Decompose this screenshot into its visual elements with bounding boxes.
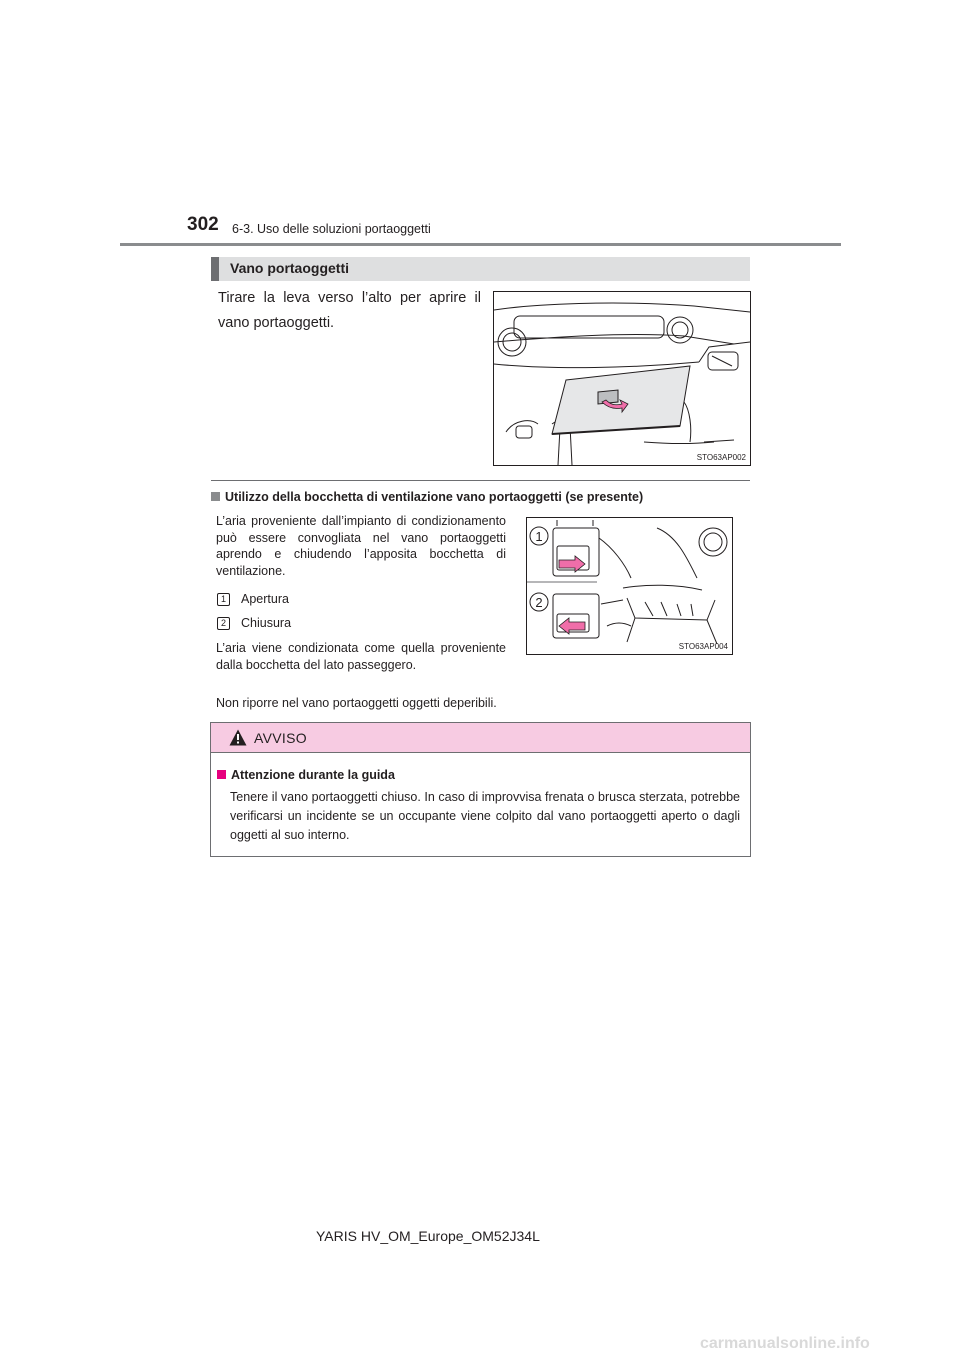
warning-triangle-icon xyxy=(229,729,247,746)
callout-number: 1 xyxy=(535,529,543,544)
figure-code: STO63AP002 xyxy=(696,453,746,462)
section-title: Vano portaoggetti xyxy=(230,260,349,276)
footer-model: YARIS HV_OM_Europe_OM52J34L xyxy=(316,1228,540,1244)
section-title-bar xyxy=(211,257,750,281)
intro-paragraph: Tirare la leva verso l’alto per aprire il vano portaoggetti. xyxy=(218,290,481,331)
vent-figure xyxy=(526,517,733,655)
header-rule xyxy=(120,243,841,246)
step-label: Chiusura xyxy=(241,616,292,630)
step-number: 2 xyxy=(217,617,230,630)
subsection-heading xyxy=(211,490,643,504)
step-label: Apertura xyxy=(241,592,289,606)
section-accent xyxy=(211,257,219,281)
watermark: carmanualsonline.info xyxy=(700,1335,870,1352)
callout-number: 2 xyxy=(535,595,543,610)
vent-paragraph: L’aria proveniente dall’impianto di condizionamento può essere convogliata nel vano portaoggetti aprendo e chiudendo l’apposita bocchetta di ventilazione. xyxy=(216,514,506,578)
running-head: 6-3. Uso delle soluzioni portaoggetti xyxy=(232,222,431,236)
glovebox-figure xyxy=(493,291,751,466)
warning-subtitle-row xyxy=(217,768,395,782)
warning-subtitle: Attenzione durante la guida xyxy=(231,768,395,782)
step-item xyxy=(217,616,291,630)
warning-title: AVVISO xyxy=(254,730,307,746)
figure-code: STO63AP004 xyxy=(678,642,728,651)
glovebox-illustration xyxy=(494,292,750,465)
vent-illustration xyxy=(527,518,732,654)
page-number: 302 xyxy=(187,214,219,235)
step-item xyxy=(217,592,289,606)
subsection-title: Utilizzo della bocchetta di ventilazione vano portaoggetti (se presente) xyxy=(225,490,644,504)
warning-header xyxy=(211,723,750,753)
warning-box xyxy=(210,722,751,857)
conditioning-paragraph: L’aria viene condizionata come quella proveniente dalla bocchetta del lato passeggero. xyxy=(216,641,506,672)
perishables-note: Non riporre nel vano portaoggetti oggetti deperibili. xyxy=(216,696,497,710)
square-bullet-icon xyxy=(211,492,220,501)
step-number: 1 xyxy=(217,593,230,606)
warning-text: Tenere il vano portaoggetti chiuso. In caso di improvvisa frenata o brusca sterzata, potrebbe verificarsi un incidente se un occupante viene colpito dal vano portaoggetti aperto o dagli oggetti al suo interno. xyxy=(230,790,740,842)
square-bullet-icon xyxy=(217,770,226,779)
subsection-rule xyxy=(211,480,750,481)
